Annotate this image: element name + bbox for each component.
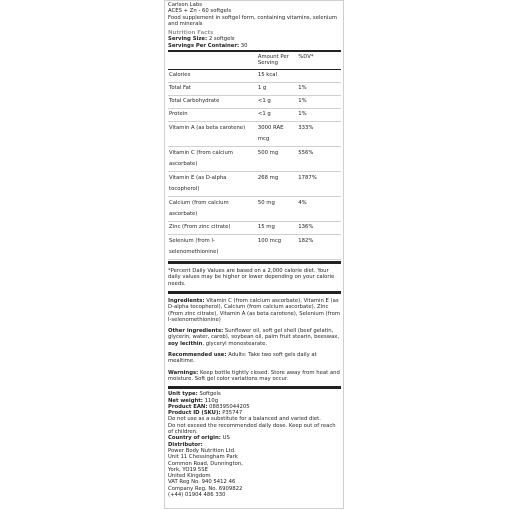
nutrient-name: Total Fat: [168, 83, 257, 96]
nutrient-name: Protein: [168, 109, 257, 122]
table-row: [168, 222, 341, 235]
nutrient-amount: 3000 RAE mcg: [257, 122, 297, 147]
other-ingredients-label: Other ingredients:: [168, 328, 224, 335]
disclaimer-dose: Do not exceed the recommended daily dose. Keep out of reach of children.: [168, 422, 336, 436]
product-ean-label: Product EAN:: [168, 403, 208, 410]
recommended-use: [168, 352, 341, 365]
net-weight-label: Net weight:: [168, 397, 203, 404]
header-amount: Amount Per Serving: [257, 51, 297, 70]
nutrition-facts-title: Nutrition Facts: [168, 30, 214, 37]
serving-size-value: 2 softgels: [208, 36, 235, 43]
other-ingredients-end: , glyceryl monostearate.: [202, 340, 268, 347]
nutrient-amount: 15 mg: [257, 222, 297, 235]
nutrient-name: Selenium (from l-selenomethionine): [168, 235, 257, 260]
product-ean-value: 088395044205: [209, 403, 250, 410]
distributor-line: Unit 11 Chessingham Park: [168, 454, 238, 461]
header-dv: %DV*: [297, 51, 341, 70]
nutrient-dv: 1%: [297, 83, 341, 96]
unit-type-label: Unit type:: [168, 391, 198, 398]
table-row: [168, 96, 341, 109]
nutrient-dv: 333%: [297, 122, 341, 147]
table-row: [168, 147, 341, 172]
dv-footnote: *Percent Daily Values are based on a 2,000 calorie diet. Your daily values may be higher or lower depending on your calorie needs.: [168, 268, 335, 287]
distributor-line: (+44) 01904 486 330: [168, 491, 226, 498]
table-row: [168, 109, 341, 122]
product-sku-value: P35747: [222, 410, 243, 417]
unit-type-value: Softgels: [199, 391, 221, 398]
servings-label: Servings Per Container:: [168, 42, 240, 49]
allergen-soy-lecithin: soy lecithin: [168, 340, 203, 347]
nutrient-amount: <1 g: [257, 96, 297, 109]
serving-size-label: Serving Size:: [168, 36, 208, 43]
nutrient-name: Calories: [168, 70, 257, 83]
ingredients: [168, 298, 341, 323]
nutrient-name: Vitamin C (from calcium ascorbate): [168, 147, 257, 172]
disclaimer-diet: Do not use as a substitute for a balanced and varied diet.: [168, 416, 321, 423]
warnings-text: Keep bottle tightly closed. Store away from heat and moisture. Soft gel color variations may occur.: [168, 369, 340, 382]
nutrient-dv: 136%: [297, 222, 341, 235]
nutrient-dv: 1%: [297, 109, 341, 122]
distributor-line: York, YO19 5SE: [168, 466, 209, 473]
table-row: [168, 122, 341, 147]
product-name: ACES + Zn - 60 softgels: [168, 8, 232, 15]
distributor-line: Power Body Nutrition Ltd.: [168, 447, 236, 454]
warnings: [168, 370, 341, 383]
product-label-panel: [164, 0, 344, 509]
nutrient-amount: 50 mg: [257, 197, 297, 222]
nutrient-amount: 268 mg: [257, 172, 297, 197]
recommended-use-label: Recommended use:: [168, 352, 227, 359]
recommended-use-text: Adults: Take two soft gels daily at mealtime.: [168, 352, 317, 365]
country-of-origin-label: Country of origin:: [168, 435, 221, 442]
warnings-label: Warnings:: [168, 369, 199, 376]
header-empty-cell: [168, 51, 257, 70]
nutrient-amount: <1 g: [257, 109, 297, 122]
table-row: [168, 172, 341, 197]
distributor-line: Common Road, Dunnington,: [168, 460, 243, 467]
table-row: [168, 197, 341, 222]
nutrient-name: Calcium (from calcium ascorbate): [168, 197, 257, 222]
product-description: Food supplement in softgel form, containing vitamins, selenium and minerals: [168, 14, 338, 27]
other-ingredients: [168, 328, 341, 347]
nutrition-table: [168, 50, 341, 260]
nutrient-dv: 556%: [297, 147, 341, 172]
product-details: [168, 389, 341, 501]
table-row: [168, 70, 341, 83]
nutrient-amount: 1 g: [257, 83, 297, 96]
table-row: [168, 235, 341, 260]
nutrient-amount: 15 kcal: [257, 70, 297, 83]
nutrient-name: Vitamin A (as beta carotene): [168, 122, 257, 147]
ingredients-text: Vitamin C (from calcium ascorbate), Vitamin E (as D-alpha tocopherol), Calcium (from calcium ascorbate), Zinc (From zinc citrate), Vitamin A (as beta carotene), Selenium (from l-selenomethionine): [168, 297, 341, 323]
nutrition-table-header: [168, 51, 341, 70]
distributor-line: VAT Reg No. 940 5412 46: [168, 479, 236, 486]
product-header: [168, 2, 341, 27]
nutrient-dv: 1787%: [297, 172, 341, 197]
ingredients-section: [168, 294, 341, 385]
nutrient-dv: 182%: [297, 235, 341, 260]
nutrient-name: Zinc (From zinc citrate): [168, 222, 257, 235]
distributor-line: Company Reg. No. 6909822: [168, 485, 243, 492]
nutrient-name: Total Carbohydrate: [168, 96, 257, 109]
brand-name: Carlson Labs: [168, 2, 202, 8]
ingredients-label: Ingredients:: [168, 297, 205, 304]
product-sku-label: Product ID (SKU):: [168, 410, 221, 417]
nutrient-dv: 1%: [297, 96, 341, 109]
nutrient-dv: 4%: [297, 197, 341, 222]
servings-per-container: [168, 43, 341, 49]
nutrient-amount: 500 mg: [257, 147, 297, 172]
distributor-label: Distributor:: [168, 441, 203, 448]
nutrient-amount: 100 mcg: [257, 235, 297, 260]
distributor-line: United Kingdom: [168, 473, 211, 480]
other-ingredients-text: Sunflower oil, soft gel shell (beef gelatin, glycerin, water, carob), soybean oil, palm fruit stearin, beeswax,: [168, 328, 340, 341]
nutrient-dv: [297, 70, 341, 83]
nutrient-name: Vitamin E (as D-alpha tocopherol): [168, 172, 257, 197]
table-row: [168, 83, 341, 96]
servings-value: 30: [240, 42, 248, 49]
country-of-origin-value: US: [222, 435, 230, 442]
net-weight-value: 110g: [204, 397, 219, 404]
